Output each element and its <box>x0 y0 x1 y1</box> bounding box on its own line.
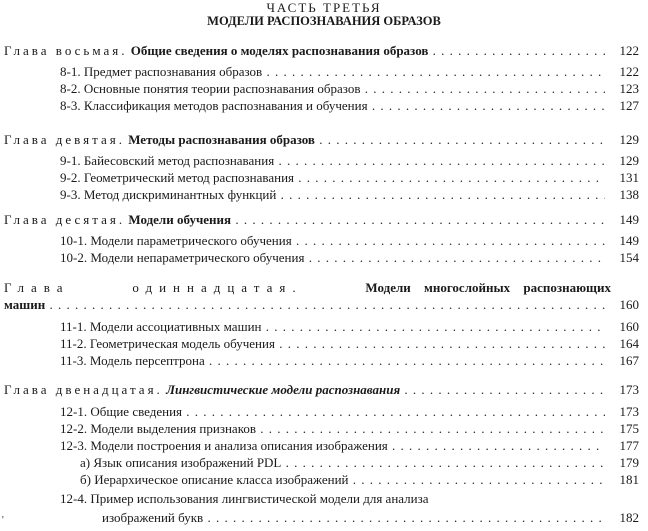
chapter-10-title: Модели обучения <box>128 212 232 227</box>
margin-mark: ' <box>2 515 4 526</box>
chapter-10-page: 149 <box>619 212 639 227</box>
section-page: 138 <box>619 187 639 202</box>
toc-section-11-3 <box>60 353 639 368</box>
toc-section-10-2 <box>60 250 639 265</box>
toc-section-8-2 <box>60 81 639 96</box>
section-12-4-page: 182 <box>619 510 639 525</box>
section-label: 9-3. Метод дискриминантных функций . . . <box>60 187 605 202</box>
chapter-11-entry <box>4 297 639 312</box>
chapter-9-prefix: Глава девятая. <box>4 132 125 147</box>
chapter-12-heading <box>4 382 605 397</box>
chapter-8-title: Общие сведения о моделях распознавания образов <box>130 43 429 58</box>
chapter-8-heading <box>4 43 605 58</box>
section-label: 11-3. Модель персептрона . . . <box>60 353 605 368</box>
section-label: 12-2. Модели выделения признаков . . . <box>60 421 605 436</box>
section-page: 173 <box>619 404 639 419</box>
section-page: 167 <box>619 353 639 368</box>
toc-subsection-a <box>80 455 639 470</box>
part-subtitle: МОДЕЛИ РАСПОЗНАВАНИЯ ОБРАЗОВ <box>207 14 441 28</box>
toc-section-12-4-line-1: 12-4. Пример использования лингвистической модели для анализа <box>60 491 429 506</box>
chapter-11-word-1: Глава <box>4 280 70 295</box>
chapter-9-page: 129 <box>619 132 639 147</box>
section-label: 11-1. Модели ассоциативных машин . . . <box>60 319 605 334</box>
section-page: 154 <box>619 250 639 265</box>
section-label: 9-1. Байесовский метод распознавания . . . <box>60 153 605 168</box>
chapter-9-heading <box>4 132 605 147</box>
section-label: 9-2. Геометрический метод распознавания . . . <box>60 170 605 185</box>
toc-section-11-1 <box>60 319 639 334</box>
subsection-label: б) Иерархическое описание класса изображений . . . <box>80 472 605 487</box>
toc-section-9-1 <box>60 153 639 168</box>
section-label: 12-1. Общие сведения . . . <box>60 404 605 419</box>
toc-section-8-3 <box>60 98 639 113</box>
toc-section-8-1 <box>60 64 639 79</box>
section-page: 177 <box>619 438 639 453</box>
chapter-9-entry <box>4 132 639 147</box>
toc-section-12-4 <box>102 510 639 525</box>
subsection-page: 179 <box>619 455 639 470</box>
chapter-11-title-line-2 <box>4 297 605 312</box>
chapter-8-entry <box>4 43 639 58</box>
chapter-9-title: Методы распознавания образов <box>128 132 315 147</box>
section-page: 127 <box>619 98 639 113</box>
section-label: 8-2. Основные понятия теории распознавания образов . . . <box>60 81 605 96</box>
section-12-4-label-end: изображений букв . . . <box>102 510 605 525</box>
section-label: 11-2. Геометрическая модель обучения . . . <box>60 336 605 351</box>
section-label: 10-2. Модели непараметрического обучения . . . <box>60 250 605 265</box>
toc-section-12-2 <box>60 421 639 436</box>
section-page: 164 <box>619 336 639 351</box>
chapter-10-prefix: Глава десятая. <box>4 212 126 227</box>
chapter-12-entry <box>4 382 639 397</box>
section-page: 160 <box>619 319 639 334</box>
chapter-10-heading <box>4 212 605 227</box>
part-title: ЧАСТЬ ТРЕТЬЯ <box>266 0 382 15</box>
chapter-12-prefix: Глава двенадцатая. <box>4 382 163 397</box>
subsection-label: а) Язык описания изображений PDL . . . <box>80 455 605 470</box>
section-page: 131 <box>619 170 639 185</box>
section-page: 149 <box>619 233 639 248</box>
chapter-11-page: 160 <box>619 297 639 312</box>
chapter-8-page: 122 <box>619 43 639 58</box>
section-label: 12-3. Модели построения и анализа описания изображения . . . <box>60 438 605 453</box>
section-label: 8-3. Классификация методов распознавания и обучения . . . <box>60 98 605 113</box>
chapter-11-word-2: одиннадцатая. <box>132 280 303 295</box>
toc-section-11-2 <box>60 336 639 351</box>
chapter-10-entry <box>4 212 639 227</box>
chapter-12-title: Лингвистические модели распознавания <box>166 382 401 397</box>
chapter-8-prefix: Глава восьмая. <box>4 43 128 58</box>
toc-section-12-1 <box>60 404 639 419</box>
section-page: 123 <box>619 81 639 96</box>
section-page: 129 <box>619 153 639 168</box>
toc-section-9-3 <box>60 187 639 202</box>
section-page: 122 <box>619 64 639 79</box>
section-page: 175 <box>619 421 639 436</box>
section-label: 8-1. Предмет распознавания образов . . . <box>60 64 605 79</box>
section-label: 10-1. Модели параметрического обучения . . . <box>60 233 605 248</box>
chapter-11-title-end: машин <box>4 297 46 312</box>
chapter-12-page: 173 <box>619 382 639 397</box>
subsection-page: 181 <box>619 472 639 487</box>
toc-section-10-1 <box>60 233 639 248</box>
toc-subsection-b <box>80 472 639 487</box>
chapter-11-title-line-1: Модели многослойных распознающих <box>365 280 611 295</box>
toc-section-9-2 <box>60 170 639 185</box>
chapter-11-heading-line-1 <box>4 280 611 295</box>
toc-section-12-3 <box>60 438 639 453</box>
